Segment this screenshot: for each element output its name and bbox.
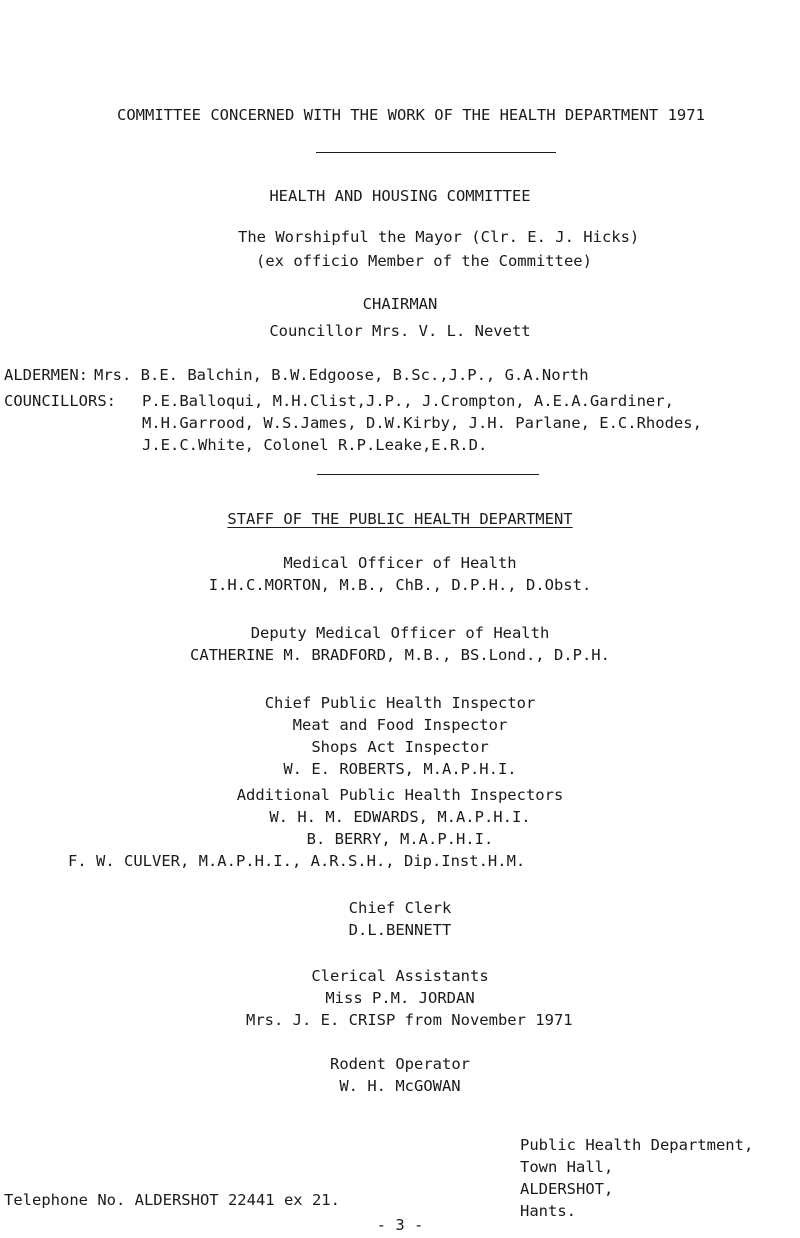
- address-line-1: Public Health Department,: [520, 1136, 754, 1154]
- moh-name: I.H.C.MORTON, M.B., ChB., D.P.H., D.Obst.: [208, 576, 592, 594]
- cphi-role-3: Shops Act Inspector: [311, 738, 489, 756]
- document-heading: COMMITTEE CONCERNED WITH THE WORK OF THE HEALTH DEPARTMENT 1971: [117, 106, 705, 124]
- address-line-4: Hants.: [520, 1202, 576, 1220]
- aphi-name-3: F. W. CULVER, M.A.P.H.I., A.R.S.H., Dip.Inst.H.M.: [68, 852, 526, 870]
- committee-section: [0, 185, 800, 207]
- moh-block: [0, 552, 800, 596]
- cphi-role-1: Chief Public Health Inspector: [264, 694, 536, 712]
- cphi-role-2: Meat and Food Inspector: [292, 716, 508, 734]
- moh-role: Medical Officer of Health: [283, 554, 517, 572]
- address-line-2: Town Hall,: [520, 1158, 614, 1176]
- address-line-3: ALDERSHOT,: [520, 1180, 614, 1198]
- clerical-role: Clerical Assistants: [311, 967, 489, 985]
- clerk-role: Chief Clerk: [348, 899, 452, 917]
- clerical-name-2: Mrs. J. E. CRISP from November 1971: [246, 1011, 573, 1029]
- rodent-role: Rodent Operator: [330, 1055, 470, 1073]
- ex-officio-line: (ex officio Member of the Committee): [256, 252, 592, 270]
- mayor-line: The Worshipful the Mayor (Clr. E. J. Hicks): [238, 228, 640, 246]
- aldermen-label: ALDERMEN:: [4, 366, 88, 384]
- staff-title: STAFF OF THE PUBLIC HEALTH DEPARTMENT: [227, 510, 573, 528]
- cphi-block: [0, 692, 800, 780]
- committee-title: HEALTH AND HOUSING COMMITTEE: [269, 187, 531, 205]
- aphi-name-1: W. H. M. EDWARDS, M.A.P.H.I.: [269, 808, 531, 826]
- chairman-name: Councillor Mrs. V. L. Nevett: [269, 322, 531, 340]
- dmoh-role: Deputy Medical Officer of Health: [250, 624, 550, 642]
- rodent-name: W. H. McGOWAN: [339, 1077, 461, 1095]
- rodent-block: [0, 1053, 800, 1097]
- councillors-label: COUNCILLORS:: [4, 392, 116, 410]
- clerical-name-1: Miss P.M. JORDAN: [325, 989, 475, 1007]
- heading-rule: [316, 152, 556, 153]
- councillors-line-1: P.E.Balloqui, M.H.Clist,J.P., J.Crompton, A.E.A.Gardiner,: [142, 392, 674, 410]
- section-rule: [317, 474, 539, 475]
- councillors-line-3: J.E.C.White, Colonel R.P.Leake,E.R.D.: [142, 436, 488, 454]
- chairman-label: CHAIRMAN: [362, 295, 438, 313]
- aphi-block: [0, 784, 800, 850]
- councillors-line-2: M.H.Garrood, W.S.James, D.W.Kirby, J.H. Parlane, E.C.Rhodes,: [142, 414, 702, 432]
- clerk-name: D.L.BENNETT: [348, 921, 452, 939]
- dmoh-block: [0, 622, 800, 666]
- clerk-block: [0, 897, 800, 941]
- page-number: - 3 -: [376, 1216, 424, 1234]
- dmoh-name: CATHERINE M. BRADFORD, M.B., BS.Lond., D.P.H.: [190, 646, 610, 664]
- telephone-line: Telephone No. ALDERSHOT 22441 ex 21.: [4, 1191, 340, 1209]
- aldermen-list: Mrs. B.E. Balchin, B.W.Edgoose, B.Sc.,J.P., G.A.North: [94, 366, 589, 384]
- clerical-block: [0, 965, 800, 1009]
- cphi-name: W. E. ROBERTS, M.A.P.H.I.: [283, 760, 517, 778]
- aphi-role: Additional Public Health Inspectors: [236, 786, 564, 804]
- aphi-name-2: B. BERRY, M.A.P.H.I.: [306, 830, 494, 848]
